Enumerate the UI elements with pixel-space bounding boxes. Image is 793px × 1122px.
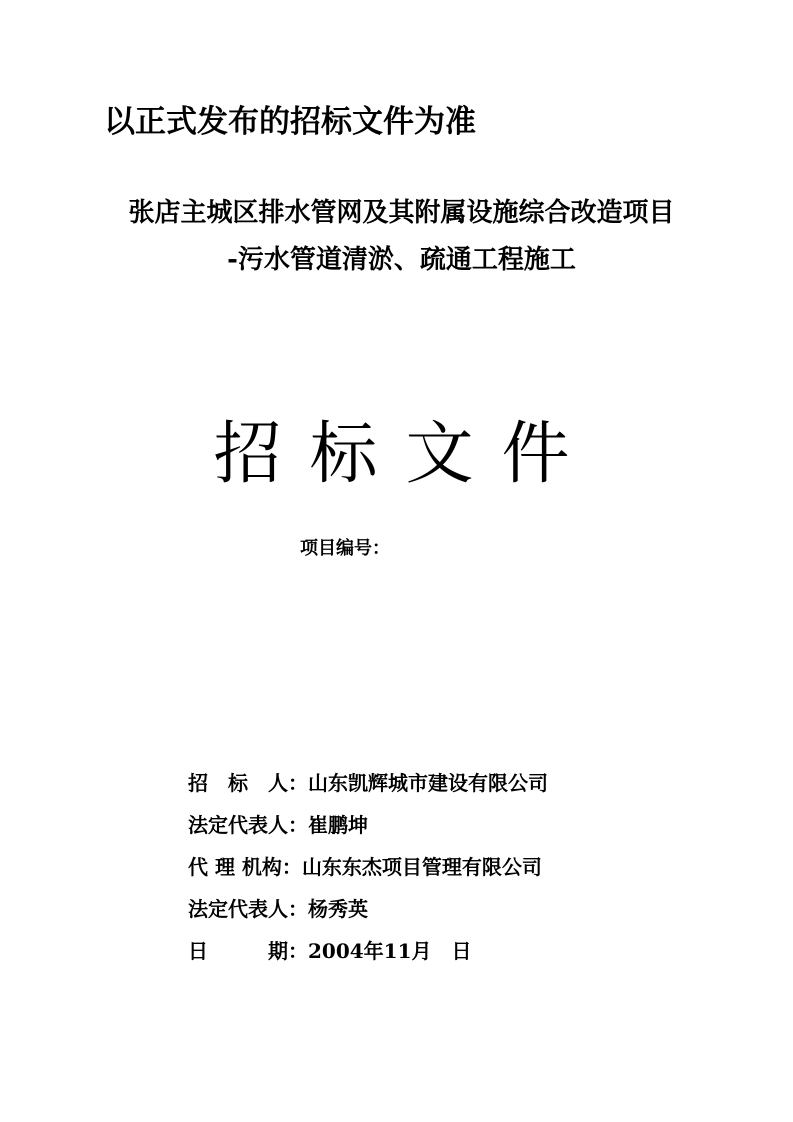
info-row-agency — [188, 852, 542, 882]
info-label: 法定代表人： — [188, 897, 308, 921]
info-value: 2004年11月 日 — [308, 939, 472, 963]
info-label: 代 理 机构： — [188, 855, 302, 879]
info-row-legal-representative — [188, 810, 368, 840]
info-value: 山东凯辉城市建设有限公司 — [308, 771, 548, 795]
document-heading: 招标文件 — [213, 415, 598, 494]
info-row-agency-legal-representative — [188, 894, 368, 924]
info-row-tenderer — [188, 768, 548, 798]
info-value: 山东东杰项目管理有限公司 — [301, 855, 542, 879]
info-value: 崔鹏坤 — [308, 813, 368, 837]
publication-notice: 以正式发布的招标文件为准 — [104, 104, 476, 140]
project-number-label: 项目编号： — [300, 538, 390, 559]
info-label: 招 标 人： — [188, 771, 308, 795]
project-title-line-1: 张店主城区排水管网及其附属设施综合改造项目 — [128, 198, 675, 228]
info-label: 法定代表人： — [188, 813, 308, 837]
info-label: 日 期： — [188, 939, 308, 963]
info-value: 杨秀英 — [308, 897, 368, 921]
project-title-line-2: -污水管道清淤、疏通工程施工 — [227, 245, 576, 275]
info-row-date — [188, 936, 472, 966]
